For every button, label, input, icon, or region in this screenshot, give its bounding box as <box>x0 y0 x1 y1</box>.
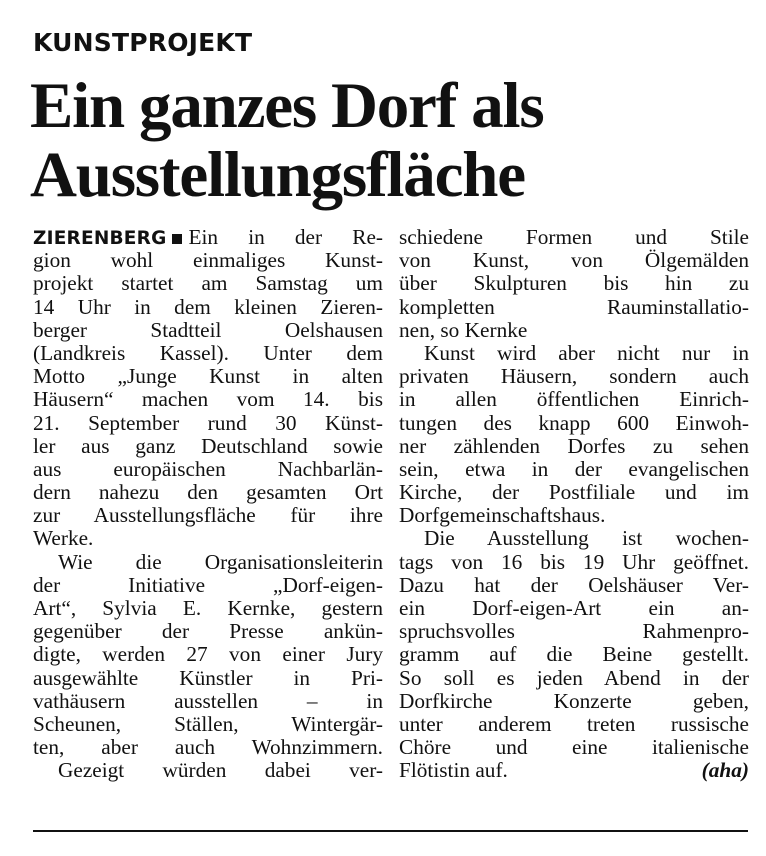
article-line: über Skulpturen bis hin zu <box>399 271 749 296</box>
article-line: ler aus ganz Deutschland sowie <box>33 433 383 458</box>
article-line: sein, etwa in der evangelischen <box>399 456 749 481</box>
dateline-square-icon <box>172 234 182 244</box>
article-line: Häusern“ machen vom 14. bis <box>33 387 383 412</box>
article-line: gion wohl einmaliges Kunst- <box>33 248 383 273</box>
author-signature: (aha) <box>701 758 749 783</box>
article-line: Flötistin auf. <box>399 758 508 783</box>
article-line: Art“, Sylvia E. Kernke, gestern <box>33 596 383 620</box>
article-line: gegenüber der Presse ankün- <box>33 619 383 644</box>
article-line: Dazu hat der Oelshäuser Ver- <box>399 572 749 597</box>
article-line: Werke. <box>33 526 94 551</box>
article-line: unter anderem treten russische <box>399 711 749 736</box>
article-line: So soll es jeden Abend in der <box>399 665 749 690</box>
article-line: Chöre und eine italienische <box>399 735 749 760</box>
dateline: ZIERENBERG <box>33 228 167 249</box>
article-line: Die Ausstellung ist wochen- <box>424 526 749 551</box>
article-line: spruchsvolles Rahmenpro- <box>399 619 749 644</box>
article-line: 21. September rund 30 Künst- <box>33 410 383 435</box>
article-line: Kunst wird aber nicht nur in <box>424 340 749 365</box>
article-line: projekt startet am Samstag um <box>33 271 383 296</box>
article-line: in allen öffentlichen Einrich- <box>399 387 749 412</box>
headline-line-2: Ausstellungsfläche <box>30 139 525 211</box>
article-line: gramm auf die Beine gestellt. <box>399 642 749 667</box>
article-line: privaten Häusern, sondern auch <box>399 364 749 389</box>
article-line: Gezeigt würden dabei ver- <box>58 758 383 783</box>
article-line: kompletten Rauminstallatio- <box>399 294 749 319</box>
article-line: Wie die Organisationsleiterin <box>58 549 383 574</box>
article-line: 14 Uhr in dem kleinen Zieren- <box>33 294 383 319</box>
article-line: Kirche, der Postfiliale und im <box>399 480 749 505</box>
article-line: tags von 16 bis 19 Uhr geöffnet. <box>399 549 749 574</box>
article-column-left <box>33 226 383 783</box>
article-line: ZIERENBERG Ein in der Re- <box>33 225 383 249</box>
article-line: (Landkreis Kassel). Unter dem <box>33 340 383 365</box>
section-kicker: KUNSTPROJEKT <box>33 28 253 57</box>
article-line: ner zählenden Dorfes zu sehen <box>399 433 749 458</box>
article-line: vathäusern ausstellen – in <box>33 688 383 713</box>
article-line: von Kunst, von Ölgemälden <box>399 248 749 273</box>
article-line: ausgewählte Künstler in Pri- <box>33 665 383 690</box>
article-last-line <box>399 759 749 782</box>
article-line: zur Ausstellungsfläche für ihre <box>33 503 383 528</box>
headline-line-1: Ein ganzes Dorf als <box>30 70 544 142</box>
headline <box>30 72 750 210</box>
article-line: aus europäischen Nachbarlän- <box>33 456 383 481</box>
article-line: digte, werden 27 von einer Jury <box>33 642 383 667</box>
bottom-rule <box>33 830 748 832</box>
article-line: tungen des knapp 600 Einwoh- <box>399 410 749 435</box>
article-line: Motto „Junge Kunst in alten <box>33 364 383 389</box>
article-line: Dorfgemeinschaftshaus. <box>399 503 606 528</box>
article-line: schiedene Formen und Stile <box>399 225 749 249</box>
article-line: nen, so Kernke <box>399 317 528 342</box>
article-line: ten, aber auch Wohnzimmern. <box>33 735 383 760</box>
article-line: dern nahezu den gesamten Ort <box>33 480 383 505</box>
article-line: Scheunen, Ställen, Wintergär- <box>33 711 383 736</box>
article-line: berger Stadtteil Oelshausen <box>33 317 383 342</box>
article-line: Dorfkirche Konzerte geben, <box>399 688 749 713</box>
article-line: der Initiative „Dorf-eigen- <box>33 572 383 597</box>
article-line: ein Dorf-eigen-Art ein an- <box>399 596 749 620</box>
article-column-right <box>399 226 749 783</box>
